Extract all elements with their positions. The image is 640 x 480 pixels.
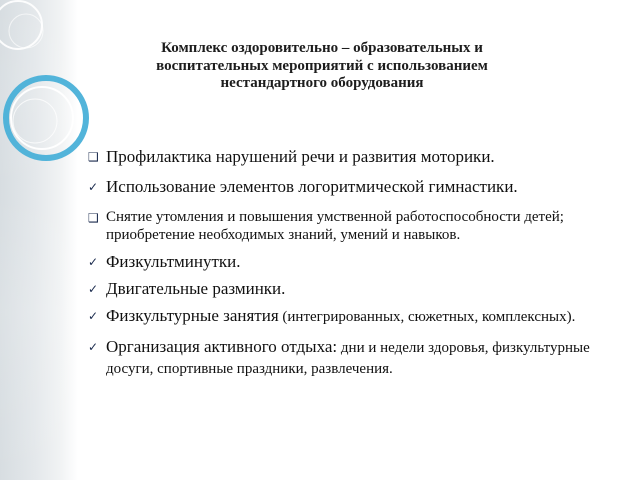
list-item-main-text: Физкультурные занятия xyxy=(106,306,279,325)
checkmark-icon: ✓ xyxy=(88,255,99,269)
list-item-rhythmic-gymnastics xyxy=(80,177,620,197)
list-item-speech-prevention xyxy=(80,147,620,167)
checkbox-icon: ❑ xyxy=(88,150,99,164)
list-item-rich-text xyxy=(106,337,620,379)
list-item-detail-text: дни и недели здоровья, физкультурные досуги, спортивные праздники, развлечения. xyxy=(106,340,590,377)
checkmark-icon: ✓ xyxy=(88,282,99,296)
activities-list xyxy=(80,147,620,379)
decor-circle-small xyxy=(13,99,57,143)
list-item-detail-text: (интегрированных, сюжетных, комплексных). xyxy=(278,309,576,325)
list-item-text: Профилактика нарушений речи и развития моторики. xyxy=(106,147,495,166)
list-item-physical-minutes xyxy=(80,252,620,272)
slide-title: Комплекс оздоровительно – образовательных и воспитательных мероприятий с использованием нестандартного оборудования xyxy=(156,40,488,91)
decor-circle-top-inner xyxy=(9,14,43,48)
list-item-pe-classes xyxy=(80,306,620,327)
list-item-text: Двигательные разминки. xyxy=(106,279,286,298)
list-item-rich-text xyxy=(106,306,620,327)
list-item-text: Использование элементов логоритмической гимнастики. xyxy=(106,177,518,196)
list-item-main-text: Организация активного отдыха: xyxy=(106,337,338,356)
list-item-motor-warmups xyxy=(80,279,620,299)
checkmark-icon: ✓ xyxy=(88,180,99,194)
list-item-active-rest xyxy=(80,337,620,379)
list-item-text: Снятие утомления и повышения умственной работоспособности детей; приобретение необходимых знаний, умений и навыков. xyxy=(106,209,564,243)
checkbox-icon: ❑ xyxy=(88,211,99,225)
list-item-fatigue-relief xyxy=(80,208,620,244)
checkmark-icon: ✓ xyxy=(88,309,99,323)
decor-circle-top xyxy=(0,1,42,49)
list-item-text: Физкультминутки. xyxy=(106,252,241,271)
checkmark-icon: ✓ xyxy=(88,340,99,354)
decor-circle-white xyxy=(11,87,73,149)
